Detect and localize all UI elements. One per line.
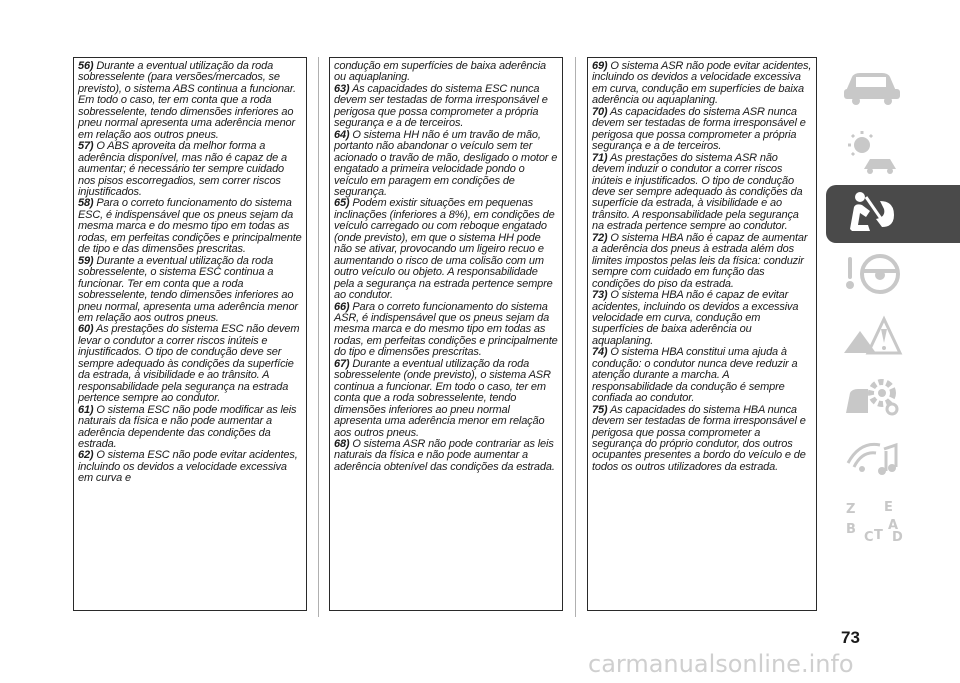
note-paragraph <box>334 130 558 199</box>
note-paragraph <box>78 405 302 451</box>
note-paragraph <box>334 198 558 301</box>
index-letter: T <box>874 527 883 543</box>
warning-triangle-icon <box>840 313 904 364</box>
note-text: O sistema ASR não pode contrariar as leis naturais da física e não pode aumentar a aderência obtenível das condições da estrada. <box>334 437 555 473</box>
note-paragraph <box>78 256 302 325</box>
note-number: 58) <box>78 197 94 210</box>
note-paragraph <box>334 439 558 473</box>
note-text: O ABS aproveita da melhor forma a aderência disponível, mas não é capaz de a aumentar; é necessário ter sempre cuidado nos pisos escorregadios, sem correr riscos injustificados. <box>78 140 287 198</box>
note-text: As prestações do sistema ESC não devem levar o condutor a correr riscos inúteis e injustificados. O tipo de condução deve ser sempre adequado às condições da superfície da estrada, à visibilidade e ao trânsito. A responsabilidade pela segurança na estrada pertence sempre ao condutor. <box>78 323 300 405</box>
note-number: 61) <box>78 403 94 416</box>
tab-car-dashboard[interactable] <box>826 57 960 115</box>
note-text: O sistema ASR não pode evitar acidentes, incluindo os devidos a velocidade excessiva em curva, condução em superfícies de baixa aderência ou aquaplaning. <box>592 60 812 107</box>
note-paragraph <box>592 233 812 290</box>
column-divider <box>318 57 319 617</box>
column-divider <box>575 57 576 617</box>
note-text: O sistema HH não é um travão de mão, portanto não abandonar o veículo sem ter acionado o travão de mão, desligado o motor e engatado a primeira velocidade pondo o veículo em paragem em condições de segurança. <box>334 128 558 198</box>
tab-lights[interactable] <box>826 125 960 183</box>
note-paragraph <box>78 198 302 255</box>
index-letter: C <box>864 529 874 543</box>
note-text: Durante a eventual utilização da roda sobresselente, o sistema ESC continua a funcionar. Ter em conta que a roda sobresselente, tendo dimensões inferiores ao pneu normal, apresenta uma aderência menor em relação aos outros pneus. <box>78 254 298 324</box>
tab-multimedia[interactable] <box>826 431 960 489</box>
index-letters-icon <box>840 497 904 548</box>
note-text: As capacidades do sistema HBA nunca devem ser testadas de forma irresponsável e perigosa que possa comprometer a segurança do próprio condutor, dos outros ocupantes presentes a bordo do veículo e de todos os outros utilizadores da estrada. <box>592 403 806 473</box>
note-text: condução em superfícies de baixa aderência ou aquaplaning. <box>334 60 547 84</box>
note-number: 57) <box>78 140 94 153</box>
note-paragraph <box>334 61 558 84</box>
note-number: 71) <box>592 151 608 164</box>
watermark: carmanualsonline.info <box>588 650 854 678</box>
note-paragraph <box>592 405 812 474</box>
note-number: 69) <box>592 60 608 72</box>
note-paragraph <box>78 141 302 198</box>
note-text: O sistema ESC não pode evitar acidentes, incluindo os devidos a velocidade excessiva em curva e <box>78 449 298 485</box>
note-number: 60) <box>78 323 94 336</box>
note-number: 70) <box>592 105 608 118</box>
note-number: 68) <box>334 437 350 450</box>
tab-index[interactable] <box>826 493 960 551</box>
note-number: 74) <box>592 346 608 359</box>
text-column-1 <box>73 57 307 611</box>
car-dashboard-icon <box>840 61 904 112</box>
note-paragraph <box>78 450 302 484</box>
note-paragraph <box>592 61 812 107</box>
page-number: 73 <box>841 628 860 647</box>
tab-steering[interactable] <box>826 247 960 305</box>
note-number: 67) <box>334 357 350 370</box>
note-text: Podem existir situações em pequenas inclinações (inferiores a 8%), em condições de veículo carregado ou com reboque engatado (onde previsto), em que o sistema HH pode não se ativar, provocando um ligeiro recuo e aumentando o risco de uma colisão com um outro veículo ou objeto. A responsabilidade pela a segurança na estrada pertence sempre ao condutor. <box>334 197 555 302</box>
chapter-tabs <box>826 57 960 612</box>
note-number: 56) <box>78 60 94 72</box>
note-number: 63) <box>334 82 350 95</box>
note-number: 73) <box>592 289 608 302</box>
note-text: O sistema ESC não pode modificar as leis naturais da física e não pode aumentar a aderência dependente das condições da estrada. <box>78 403 297 450</box>
note-number: 62) <box>78 449 94 462</box>
note-text: As prestações do sistema ASR não devem induzir o condutor a correr riscos inúteis e injustificados. O tipo de condução deve ser sempre adequado às condições da superfície da estrada, à visibilidade e ao trânsito. A responsabilidade pela segurança na estrada pertence sempre ao condutor. <box>592 151 803 233</box>
note-text: As capacidades do sistema ASR nunca devem ser testadas de forma irresponsável e perigosa que possa comprometer a própria segurança e a de terceiros. <box>592 105 806 153</box>
note-text: Durante a eventual utilização da roda sobresselente (para versões/mercados, se previsto), o sistema ABS continua a funcionar. Em todo o caso, ter em conta que a roda sobresselente, tendo dimensões inferiores ao pneu normal apresenta uma aderência menor em relação aos outros pneus. <box>78 60 296 141</box>
note-text: Durante a eventual utilização da roda sobresselente (onde previsto), o sistema ASR continua a funcionar. Em todo o caso, ter em conta que a roda sobresselente, tendo dimensões inferiores ao pneu normal apresenta uma aderência menor em relação aos outros pneus. <box>334 357 551 439</box>
index-letter: B <box>846 521 856 537</box>
note-paragraph <box>592 107 812 153</box>
note-number: 72) <box>592 231 608 244</box>
safety-airbag-icon <box>840 189 904 240</box>
tab-maintenance[interactable] <box>826 369 960 427</box>
tab-safety[interactable] <box>826 185 960 243</box>
index-letter: Z <box>846 501 856 517</box>
note-paragraph <box>592 347 812 404</box>
note-text: O sistema HBA não é capaz de evitar acidentes, incluindo os devidos a excessiva velocidade em curva, condução em superfícies de baixa aderência ou aquaplaning. <box>592 289 799 347</box>
note-paragraph <box>78 61 302 141</box>
note-number: 59) <box>78 254 94 267</box>
note-paragraph <box>592 153 812 233</box>
text-column-2 <box>329 57 563 611</box>
note-text: O sistema HBA não é capaz de aumentar a aderência dos pneus à estrada além dos limites impostos pelas leis da física: conduzir sempre com cuidado em função das condições do piso da estrada. <box>592 231 808 290</box>
note-text: O sistema HBA constitui uma ajuda à condução: o condutor nunca deve reduzir a atenção durante a marcha. A responsabilidade da condução é sempre confiada ao condutor. <box>592 346 798 405</box>
maintenance-gear-icon <box>840 373 904 424</box>
note-paragraph <box>78 324 302 404</box>
note-text: Para o correto funcionamento do sistema ASR, é indispensável que os pneus sejam da mesma marca e do mesmo tipo em todas as rodas, em perfeitas condições e principalmente do tipo e dimensões prescritas. <box>334 300 558 359</box>
steering-wheel-icon <box>840 251 904 302</box>
note-number: 75) <box>592 403 608 416</box>
note-paragraph <box>334 359 558 439</box>
index-letter: D <box>892 529 903 543</box>
note-paragraph <box>592 290 812 347</box>
note-text: As capacidades do sistema ESC nunca devem ser testadas de forma irresponsável e perigosa que possa comprometer a própria segurança e a de terceiros. <box>334 82 548 130</box>
note-number: 66) <box>334 300 350 313</box>
note-number: 65) <box>334 197 350 210</box>
tab-emergency[interactable] <box>826 309 960 367</box>
text-column-3 <box>587 57 817 611</box>
note-text: Para o correto funcionamento do sistema ESC, é indispensável que os pneus sejam da mesma marca e do mesmo tipo em todas as rodas, em perfeitas condições e principalmente de tipo e das dimensões prescritas. <box>78 197 302 256</box>
multimedia-note-icon <box>840 435 904 486</box>
note-paragraph <box>334 84 558 130</box>
note-number: 64) <box>334 128 350 141</box>
index-letter: A <box>888 517 899 533</box>
index-letter: E <box>884 499 893 515</box>
lights-icon <box>840 129 904 180</box>
note-paragraph <box>334 302 558 359</box>
